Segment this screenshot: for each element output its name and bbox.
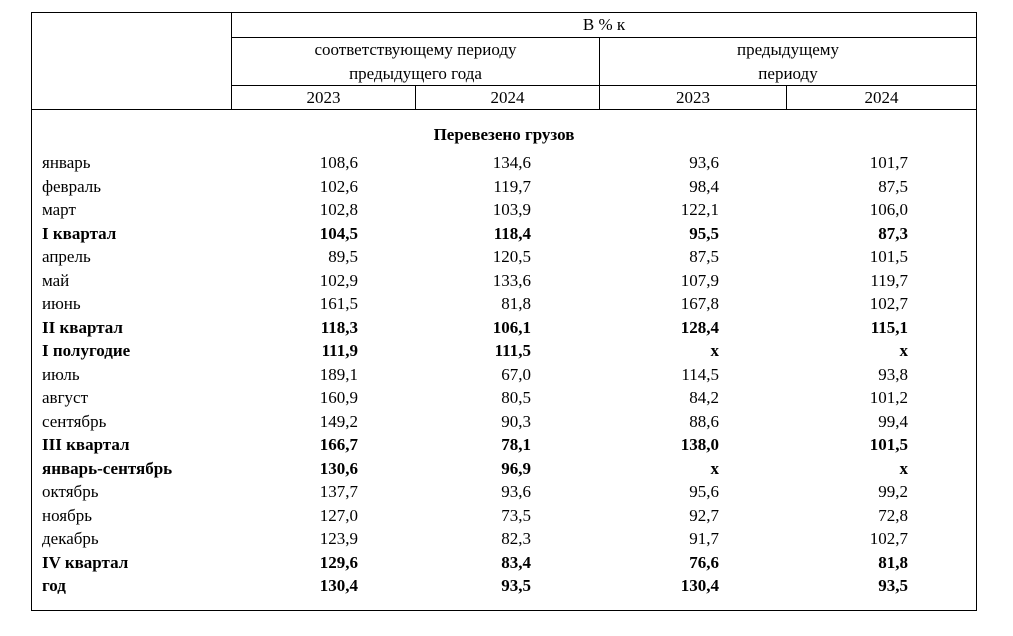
cell-value: x: [710, 341, 719, 360]
cell-value: 81,8: [878, 552, 908, 572]
table-row: [32, 457, 976, 481]
cell-value: 92,7: [689, 505, 719, 525]
header-group-same-period: [232, 38, 599, 86]
table-row: [32, 292, 976, 316]
cell-value: 89,5: [328, 247, 358, 266]
cell-value: x: [899, 341, 908, 360]
cell-value: 128,4: [680, 317, 719, 337]
header-line: периоду: [758, 64, 818, 83]
cell-value: 93,5: [878, 576, 908, 595]
header-year: 2024: [490, 88, 525, 107]
cell-value: 167,8: [680, 294, 719, 313]
header-year: 2023: [306, 88, 341, 107]
cell-value: 103,9: [492, 200, 531, 219]
cell-value: 102,6: [319, 176, 358, 196]
row-label: II квартал: [42, 317, 123, 337]
row-label: март: [42, 200, 76, 219]
header-year: 2023: [676, 88, 710, 107]
cell-value: 93,6: [501, 482, 531, 501]
cell-value: 102,7: [869, 294, 908, 313]
cell-value: 101,2: [869, 388, 908, 407]
row-label: июль: [42, 364, 80, 384]
cell-value: 99,2: [878, 482, 908, 501]
header-line: предыдущему: [736, 40, 840, 59]
table-row: [32, 222, 976, 246]
cell-value: 108,6: [319, 153, 358, 172]
cell-value: 82,3: [501, 529, 531, 548]
table-row: [32, 504, 976, 528]
cell-value: 101,5: [869, 247, 908, 266]
table-row: [32, 480, 976, 504]
cell-value: 127,0: [319, 505, 358, 525]
table-row: [32, 410, 976, 434]
header-group-previous-period: [600, 38, 976, 86]
cell-value: 91,7: [689, 529, 719, 548]
table-row: [32, 269, 976, 293]
cell-value: 130,4: [319, 576, 358, 595]
cell-value: x: [710, 458, 719, 478]
row-label: I полугодие: [42, 341, 131, 360]
table-row: [32, 316, 976, 340]
header-line: предыдущего года: [349, 64, 482, 83]
cell-value: 95,5: [689, 223, 719, 243]
cell-value: 104,5: [319, 223, 358, 243]
cell-value: 114,5: [681, 364, 719, 384]
row-label: декабрь: [42, 529, 99, 548]
header-top: В % к: [582, 15, 626, 34]
cell-value: 72,8: [878, 505, 908, 525]
cell-value: 87,5: [878, 176, 908, 196]
table-row: [32, 386, 976, 410]
row-label: IV квартал: [42, 552, 129, 572]
cell-value: 93,6: [689, 153, 719, 172]
header-year: 2024: [864, 88, 899, 107]
table-row: [32, 551, 976, 575]
cell-value: 83,4: [501, 552, 531, 572]
cell-value: 122,1: [680, 200, 719, 219]
row-label: III квартал: [42, 435, 130, 454]
cell-value: 90,3: [501, 411, 531, 431]
cell-value: 95,6: [689, 482, 719, 501]
cell-value: 99,4: [878, 411, 908, 431]
table-row: [32, 363, 976, 387]
cell-value: 149,2: [319, 411, 358, 431]
row-label: январь: [42, 153, 91, 172]
table-row: [32, 574, 976, 598]
row-label: апрель: [42, 247, 91, 266]
cell-value: 87,3: [878, 223, 908, 243]
table-row: [32, 433, 976, 457]
cell-value: 118,3: [320, 317, 358, 337]
cell-value: 115,1: [870, 317, 908, 337]
row-label: февраль: [42, 176, 102, 196]
row-label: январь-сентябрь: [42, 458, 173, 478]
cell-value: 106,1: [492, 317, 531, 337]
cell-value: 76,6: [689, 552, 719, 572]
cell-value: 98,4: [689, 176, 719, 196]
cell-value: 88,6: [689, 411, 719, 431]
cell-value: 80,5: [501, 388, 531, 407]
cell-value: 84,2: [689, 388, 719, 407]
cell-value: 67,0: [501, 364, 531, 384]
cell-value: 137,7: [319, 482, 358, 501]
row-label: июнь: [42, 294, 81, 313]
table-row: [32, 339, 976, 363]
cell-value: 78,1: [501, 435, 531, 454]
cell-value: 129,6: [319, 552, 358, 572]
cell-value: 96,9: [501, 458, 531, 478]
cell-value: 73,5: [501, 505, 531, 525]
header-line: соответствующему периоду: [314, 40, 517, 59]
cell-value: 119,7: [870, 270, 908, 290]
cell-value: 189,1: [319, 364, 358, 384]
row-label: август: [42, 388, 89, 407]
section-title: Перевезено грузов: [433, 125, 575, 144]
cell-value: 101,7: [869, 153, 908, 172]
cell-value: 111,9: [321, 341, 358, 360]
table-row: [32, 245, 976, 269]
row-label: октябрь: [42, 482, 99, 501]
cell-value: 101,5: [869, 435, 908, 454]
row-label: год: [42, 576, 66, 595]
cell-value: 102,7: [869, 529, 908, 548]
cell-value: 120,5: [492, 247, 531, 266]
cell-value: 166,7: [319, 435, 358, 454]
table-row: [32, 198, 976, 222]
cell-value: 133,6: [492, 270, 531, 290]
cell-value: 138,0: [680, 435, 719, 454]
cell-value: 106,0: [869, 200, 908, 219]
cell-value: 134,6: [492, 153, 531, 172]
cell-value: 87,5: [689, 247, 719, 266]
cell-value: 130,4: [680, 576, 719, 595]
cell-value: 161,5: [319, 294, 358, 313]
data-table: [31, 12, 977, 611]
cell-value: 123,9: [319, 529, 358, 548]
cell-value: 130,6: [319, 458, 358, 478]
cell-value: 118,4: [493, 223, 531, 243]
cell-value: 107,9: [680, 270, 719, 290]
row-label: сентябрь: [42, 411, 107, 431]
cell-value: 81,8: [501, 294, 531, 313]
row-label: I квартал: [42, 223, 117, 243]
cell-value: 93,5: [501, 576, 531, 595]
row-label: ноябрь: [42, 505, 92, 525]
cell-value: 160,9: [319, 388, 358, 407]
cell-value: x: [899, 458, 908, 478]
cell-value: 119,7: [493, 176, 531, 196]
cell-value: 93,8: [878, 364, 908, 384]
row-label: май: [42, 270, 70, 290]
table-row: [32, 151, 976, 175]
cell-value: 102,8: [319, 200, 358, 219]
table-row: [32, 175, 976, 199]
cell-value: 102,9: [319, 270, 358, 290]
cell-value: 111,5: [494, 341, 531, 360]
table-row: [32, 527, 976, 551]
